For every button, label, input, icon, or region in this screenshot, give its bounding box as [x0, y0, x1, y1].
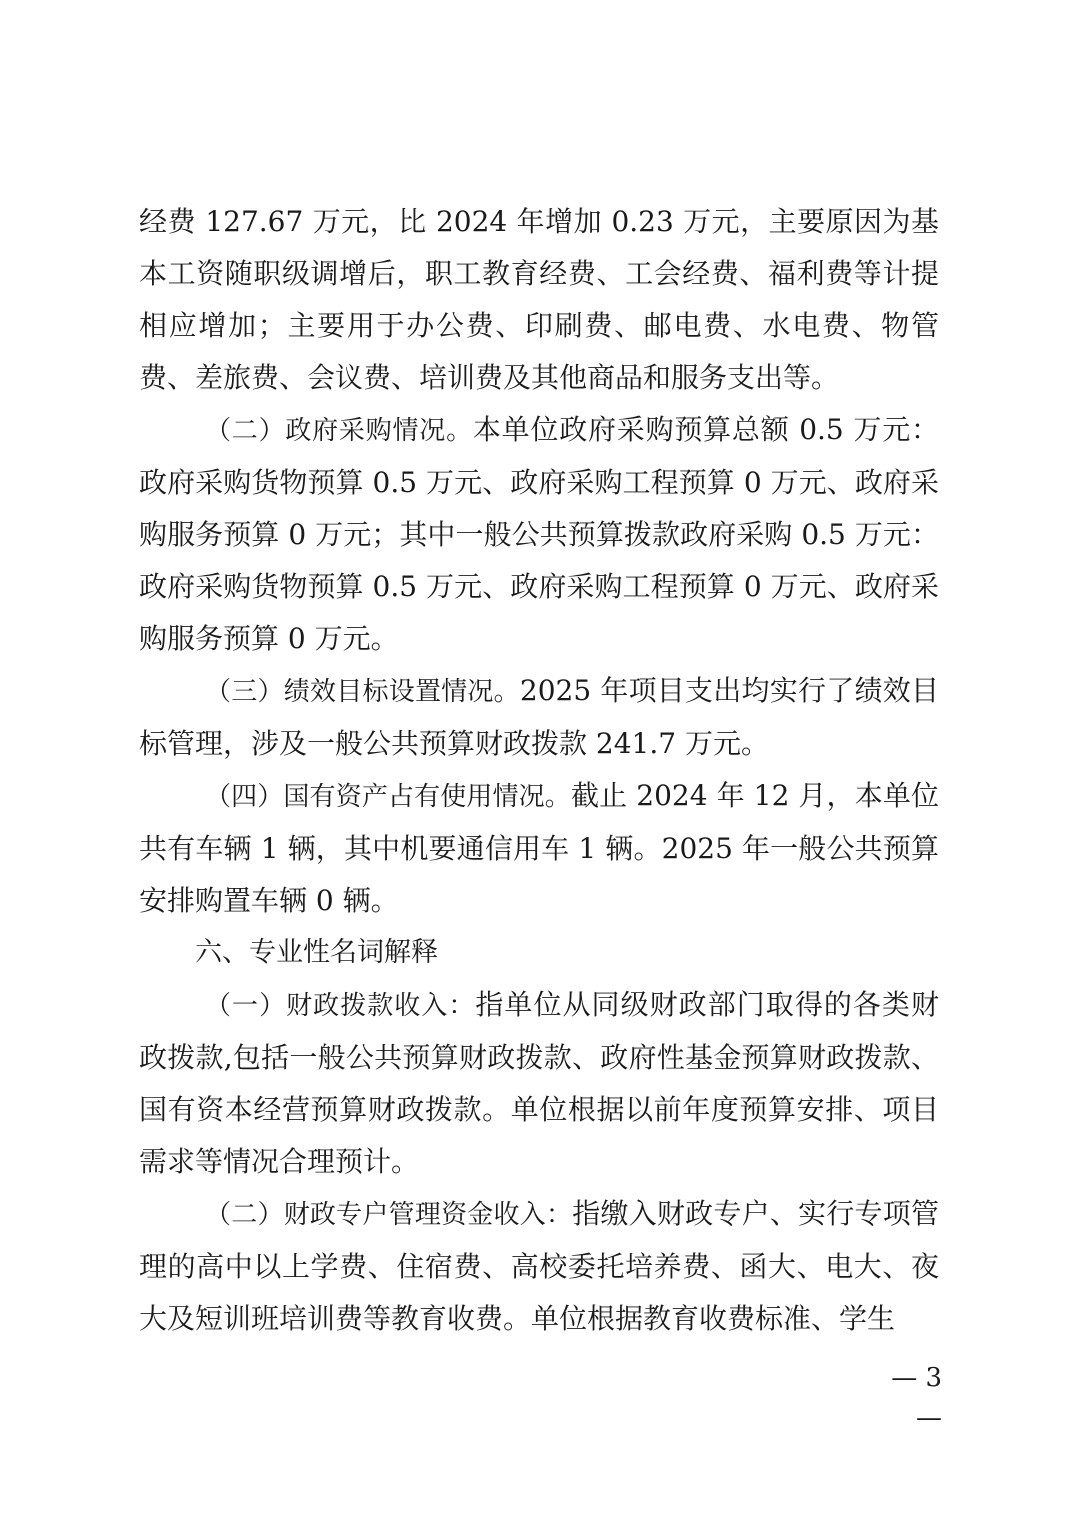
definition-text: 指单位从同级财政部门取得的各类财政拨款,包括一般公共预算财政拨款、政府性基金预算财政拨款、国有资本经营预算财政拨款。单位根据以前年度预算安排、项目需求等情况合理预计。	[139, 988, 939, 1178]
paragraph-public-funds-continued	[139, 196, 939, 404]
paragraph-lead: （四）国有资产占有使用情况。	[205, 782, 571, 812]
paragraph-state-assets	[139, 770, 939, 927]
paragraph-government-procurement	[139, 404, 939, 665]
definition-special-account-income	[139, 1188, 939, 1345]
paragraph-lead: （三）绩效目标设置情况。	[205, 677, 520, 707]
document-body	[139, 196, 939, 1345]
definition-lead: （二）财政专户管理资金收入：	[205, 1200, 573, 1230]
definition-text: 指缴入财政专户、实行专项管理的高中以上学费、住宿费、高校委托培养费、函大、电大、夜大及短训班培训费等教育收费。单位根据教育收费标准、学生	[139, 1197, 939, 1335]
page-number: — 3 —	[891, 1363, 942, 1433]
paragraph-text: 2025 年项目支出均实行了绩效目标管理，涉及一般公共预算财政拨款 241.7 万元。	[139, 674, 939, 760]
definition-fiscal-appropriation-income	[139, 979, 939, 1188]
section-heading: 六、专业性名词解释	[195, 937, 438, 968]
paragraph-lead: （二）政府采购情况。	[205, 416, 473, 446]
paragraph-text: 经费 127.67 万元，比 2024 年增加 0.23 万元，主要原因为基本工资随职级调增后，职工教育经费、工会经费、福利费等计提相应增加；主要用于办公费、印刷费、邮电费、水电费、物管费、差旅费、会议费、培训费及其他商品和服务支出等。	[139, 205, 939, 394]
paragraph-performance-targets	[139, 665, 939, 770]
paragraph-text: 本单位政府采购预算总额 0.5 万元：政府采购货物预算 0.5 万元、政府采购工程预算 0 万元、政府采购服务预算 0 万元；其中一般公共预算拨款政府采购 0.5 万元：政府采购货物预算 0.5 万元、政府采购工程预算 0 万元、政府采购服务预算 0 万元。	[139, 413, 939, 655]
definition-lead: （一）财政拨款收入：	[205, 991, 476, 1021]
paragraph-text: 截止 2024 年 12 月，本单位共有车辆 1 辆，其中机要通信用车 1 辆。2025 年一般公共预算安排购置车辆 0 辆。	[139, 779, 939, 917]
